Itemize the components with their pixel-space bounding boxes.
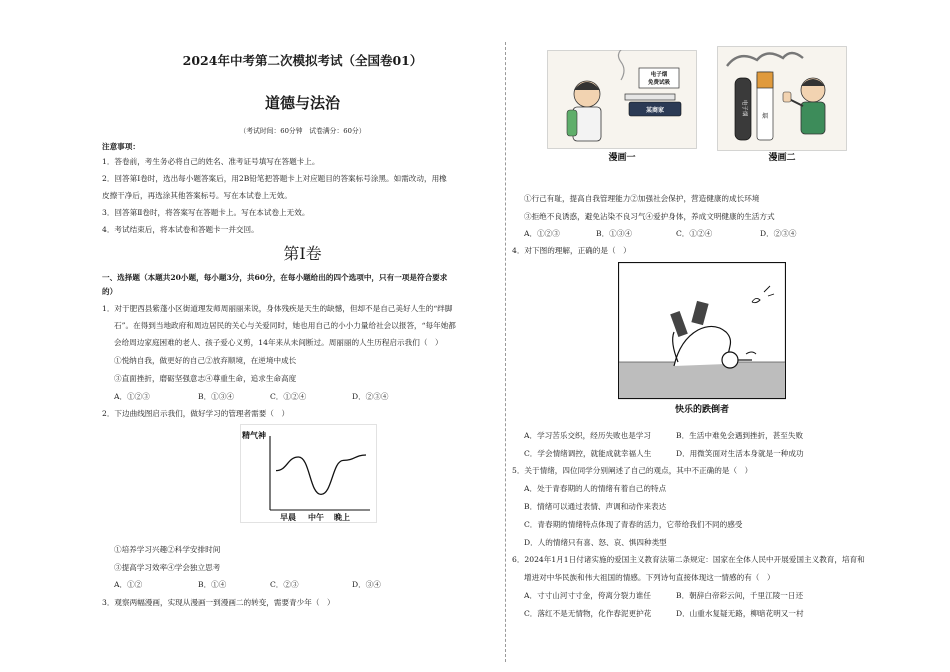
q6-option-b: B．朝辞白帝彩云间，千里江陵一日还: [676, 591, 804, 600]
q4-option-c: C．学会情绪调控，就能成就幸福人生: [524, 449, 652, 458]
notes-heading: 注意事项：: [102, 142, 140, 151]
exam-info: （考试时间：60分钟 试卷满分：60分）: [239, 127, 366, 135]
volume-title: 第Ⅰ卷: [283, 244, 322, 263]
q1-statements: ①悦纳自我，做更好的自己②放弃顺境，在逆境中成长: [114, 356, 297, 365]
q1-statements: ③直面挫折，磨砺坚强意志④尊重生命，追求生命高度: [114, 374, 297, 383]
q2-statements: ③提高学习效率④学会独立思考: [114, 563, 221, 572]
energy-curve-chart: [240, 424, 380, 524]
q5-option-d: D．人的情绪只有喜、怒、哀、惧四种类型: [524, 538, 667, 547]
q6-stem-cont: 增进对中华民族和伟大祖国的情感。下列诗句直接体现这一情感的有（ ）: [524, 573, 775, 582]
comic-one-label: 漫画一: [608, 153, 636, 162]
comic-one-illustration: [547, 50, 697, 162]
q1-option-b: B．①③④: [198, 392, 234, 401]
sign-text-line1: 电子烟: [650, 72, 668, 78]
q1-stem-cont: 会给周边家庭困难的老人、孩子爱心义剪，14年来从未间断过。周丽丽的人生历程启示我们（ ）: [114, 338, 443, 347]
q5-stem: 5．关于情绪，四位同学分别阐述了自己的观点，其中不正确的是（ ）: [512, 466, 753, 475]
q3-stem: 3．观察两幅漫画，实现从漫画一到漫画二的转变，需要青少年（ ）: [102, 598, 335, 607]
note-item: 皮擦干净后，再选涂其他答案标号。写在本试卷上无效。: [102, 191, 292, 200]
q6-stem: 6．2024年1月1日付诸实施的爱国主义教育法第二条规定：国家在全体人民中开展爱国主义教育，培育和: [512, 555, 865, 564]
q5-option-b: B．情绪可以通过表情、声调和动作来表达: [524, 502, 667, 511]
q5-option-c: C．青春期的情绪特点体现了青春的活力，它带给我们不同的感受: [524, 520, 743, 529]
cig-label: 电子烟: [741, 99, 747, 117]
note-item: 2．回答第Ⅰ卷时，选出每小题答案后，用2B铅笔把答题卡上对应题目的答案标号涂黑。如需改动，用橡: [102, 174, 447, 183]
note-item: 4．考试结束后，将本试卷和答题卡一并交回。: [102, 225, 259, 234]
q1-option-d: D．②③④: [352, 392, 389, 401]
y-axis-label: 精气神: [242, 431, 266, 440]
q4-option-b: B．生活中难免会遇到挫折，甚至失败: [676, 431, 804, 440]
q2-option-a: A．①②: [114, 580, 143, 589]
q2-option-b: B．①④: [198, 580, 227, 589]
q6-option-a: A．寸寸山河寸寸金，侉离分裂力谁任: [524, 591, 651, 600]
comic-two-label: 漫画二: [768, 153, 796, 162]
q3-option-c: C．①②④: [676, 229, 713, 238]
q1-stem-cont: 石”。在得到当地政府和周边居民的关心与关爱同时，她也用自己的小小力量给社会以报答，“每年她都: [114, 321, 456, 330]
dealer-label: 某商家: [645, 107, 665, 114]
q3-option-a: A．①②③: [524, 229, 560, 238]
x-tick-label: 中午: [308, 513, 324, 522]
q2-statements: ①培养学习兴趣②科学安排时间: [114, 545, 221, 554]
q2-option-c: C．②③: [270, 580, 299, 589]
series-line: [276, 455, 366, 494]
section-heading-cont: 的）: [102, 287, 118, 296]
column-divider: [505, 42, 506, 662]
subject-title: 道德与法治: [264, 94, 340, 112]
x-tick-label: 晚上: [334, 513, 350, 522]
note-item: 1．答卷前，考生务必将自己的姓名、准考证号填写在答题卡上。: [102, 157, 320, 166]
sign-text-line2: 免费试吸: [647, 80, 671, 86]
q3-statements: ③拒绝不良诱惑，避免沾染不良习气④爱护身体，养成文明健康的生活方式: [524, 212, 775, 221]
comic-two-illustration: [717, 46, 847, 162]
q1-stem: 1．对于肥西县紫蓬小区街道理发师周丽丽来说，身体残疾是天生的缺憾，但却不是自己美好人生的“绊脚: [102, 304, 453, 313]
q6-option-c: C．落红不是无情物，化作春泥更护花: [524, 609, 652, 618]
q1-option-c: C．①②④: [270, 392, 307, 401]
q6-option-d: D．山重水复疑无路，柳暗花明又一村: [676, 609, 804, 618]
section-heading: 一、选择题（本题共20小题，每小题3分，共60分，在每小题给出的四个选项中，只有一项是符合要求: [102, 273, 448, 282]
q3-option-d: D．②③④: [760, 229, 797, 238]
q4-option-d: D．用微笑面对生活本身就是一种成功: [676, 449, 804, 458]
note-item: 3．回答第Ⅱ卷时，将答案写在答题卡上。写在本试卷上无效。: [102, 208, 310, 217]
q2-stem: 2．下边曲线图启示我们，做好学习的管理者需要（ ）: [102, 409, 290, 418]
cig2-label: 烟: [761, 113, 769, 120]
exam-title: 2024年中考第二次模拟考试（全国卷01）: [182, 53, 423, 68]
q5-option-a: A．处于青春期的人的情绪有着自己的特点: [524, 484, 667, 493]
q3-statements: ①行己有耻，提高自我管理能力②加强社会保护，营造健康的成长环境: [524, 194, 760, 203]
happy-faller-cartoon: [618, 262, 786, 418]
q4-stem: 4．对下图的理解，正确的是（ ）: [512, 246, 631, 255]
q1-option-a: A．①②③: [114, 392, 150, 401]
q2-option-d: D．③④: [352, 580, 381, 589]
q3-option-b: B．①③④: [596, 229, 632, 238]
q4-option-a: A．学习苦乐交织，经历失败也是学习: [524, 431, 651, 440]
x-tick-label: 早晨: [280, 513, 296, 522]
cartoon-caption: 快乐的跌倒者: [674, 405, 730, 415]
